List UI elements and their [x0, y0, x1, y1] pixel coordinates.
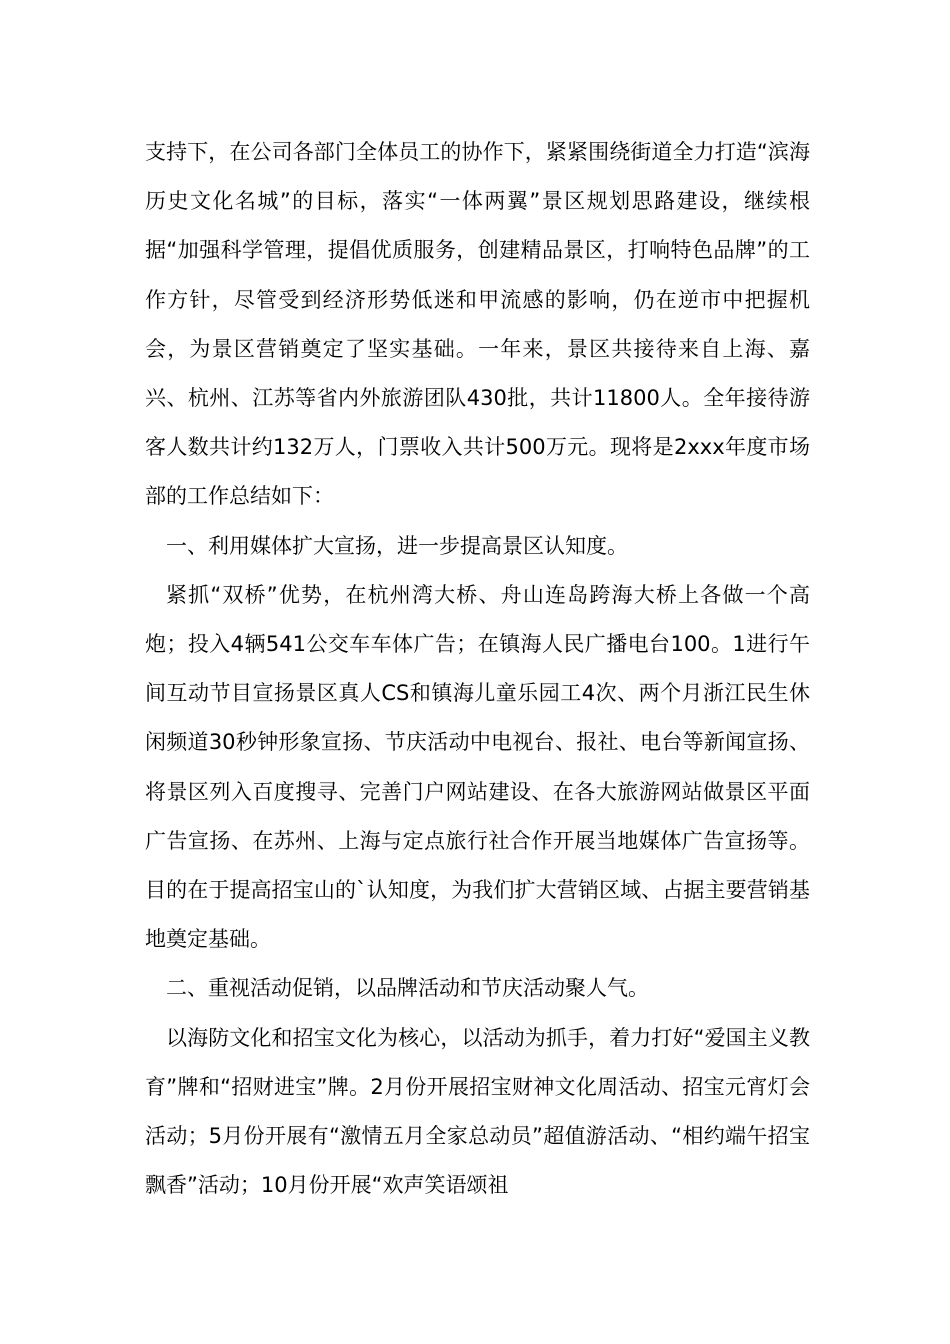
document-body [145, 128, 810, 1210]
section-heading-1: 一、利用媒体扩大宣扬，进一步提高景区认知度。 [166, 533, 628, 558]
paragraph-activity-promotion: 以海防文化和招宝文化为核心，以活动为抓手，着力打好“爱国主义教育”牌和“招财进宝”牌。2月份开展招宝财神文化周活动、招宝元宵灯会活动；5月份开展有“激情五月全家总动员”超值游活动、“相约端午招宝飘香”活动；10月份开展“欢声笑语颂祖 [145, 1025, 810, 1198]
paragraph-media-promotion: 紧抓“双桥”优势，在杭州湾大桥、舟山连岛跨海大桥上各做一个高炮；投入4辆541公交车车体广告；在镇海人民广播电台100。1进行午间互动节目宣扬景区真人CS和镇海儿童乐园工4次、两个月浙江民生休闲频道30秒钟形象宣扬、节庆活动中电视台、报社、电台等新闻宣扬、将景区列入百度搜寻、完善门户网站建设、在各大旅游网站做景区平面广告宣扬、在苏州、上海与定点旅行社合作开展当地媒体广告宣扬等。目的在于提高招宝山的`认知度，为我们扩大营销区域、占据主要营销基地奠定基础。 [145, 582, 810, 952]
section-heading-2: 二、重视活动促销，以品牌活动和节庆活动聚人气。 [166, 976, 649, 1001]
paragraph-continued: 支持下，在公司各部门全体员工的协作下，紧紧围绕街道全力打造“滨海历史文化名城”的目标，落实“一体两翼”景区规划思路建设，继续根据“加强科学管理，提倡优质服务，创建精品景区，打响特色品牌”的工作方针，尽管受到经济形势低迷和甲流感的影响，仍在逆市中把握机会，为景区营销奠定了坚实基础。一年来，景区共接待来自上海、嘉兴、杭州、江苏等省内外旅游团队430批，共计11800人。全年接待游客人数共计约132万人，门票收入共计500万元。现将是2xxx年度市场部的工作总结如下： [145, 140, 810, 509]
